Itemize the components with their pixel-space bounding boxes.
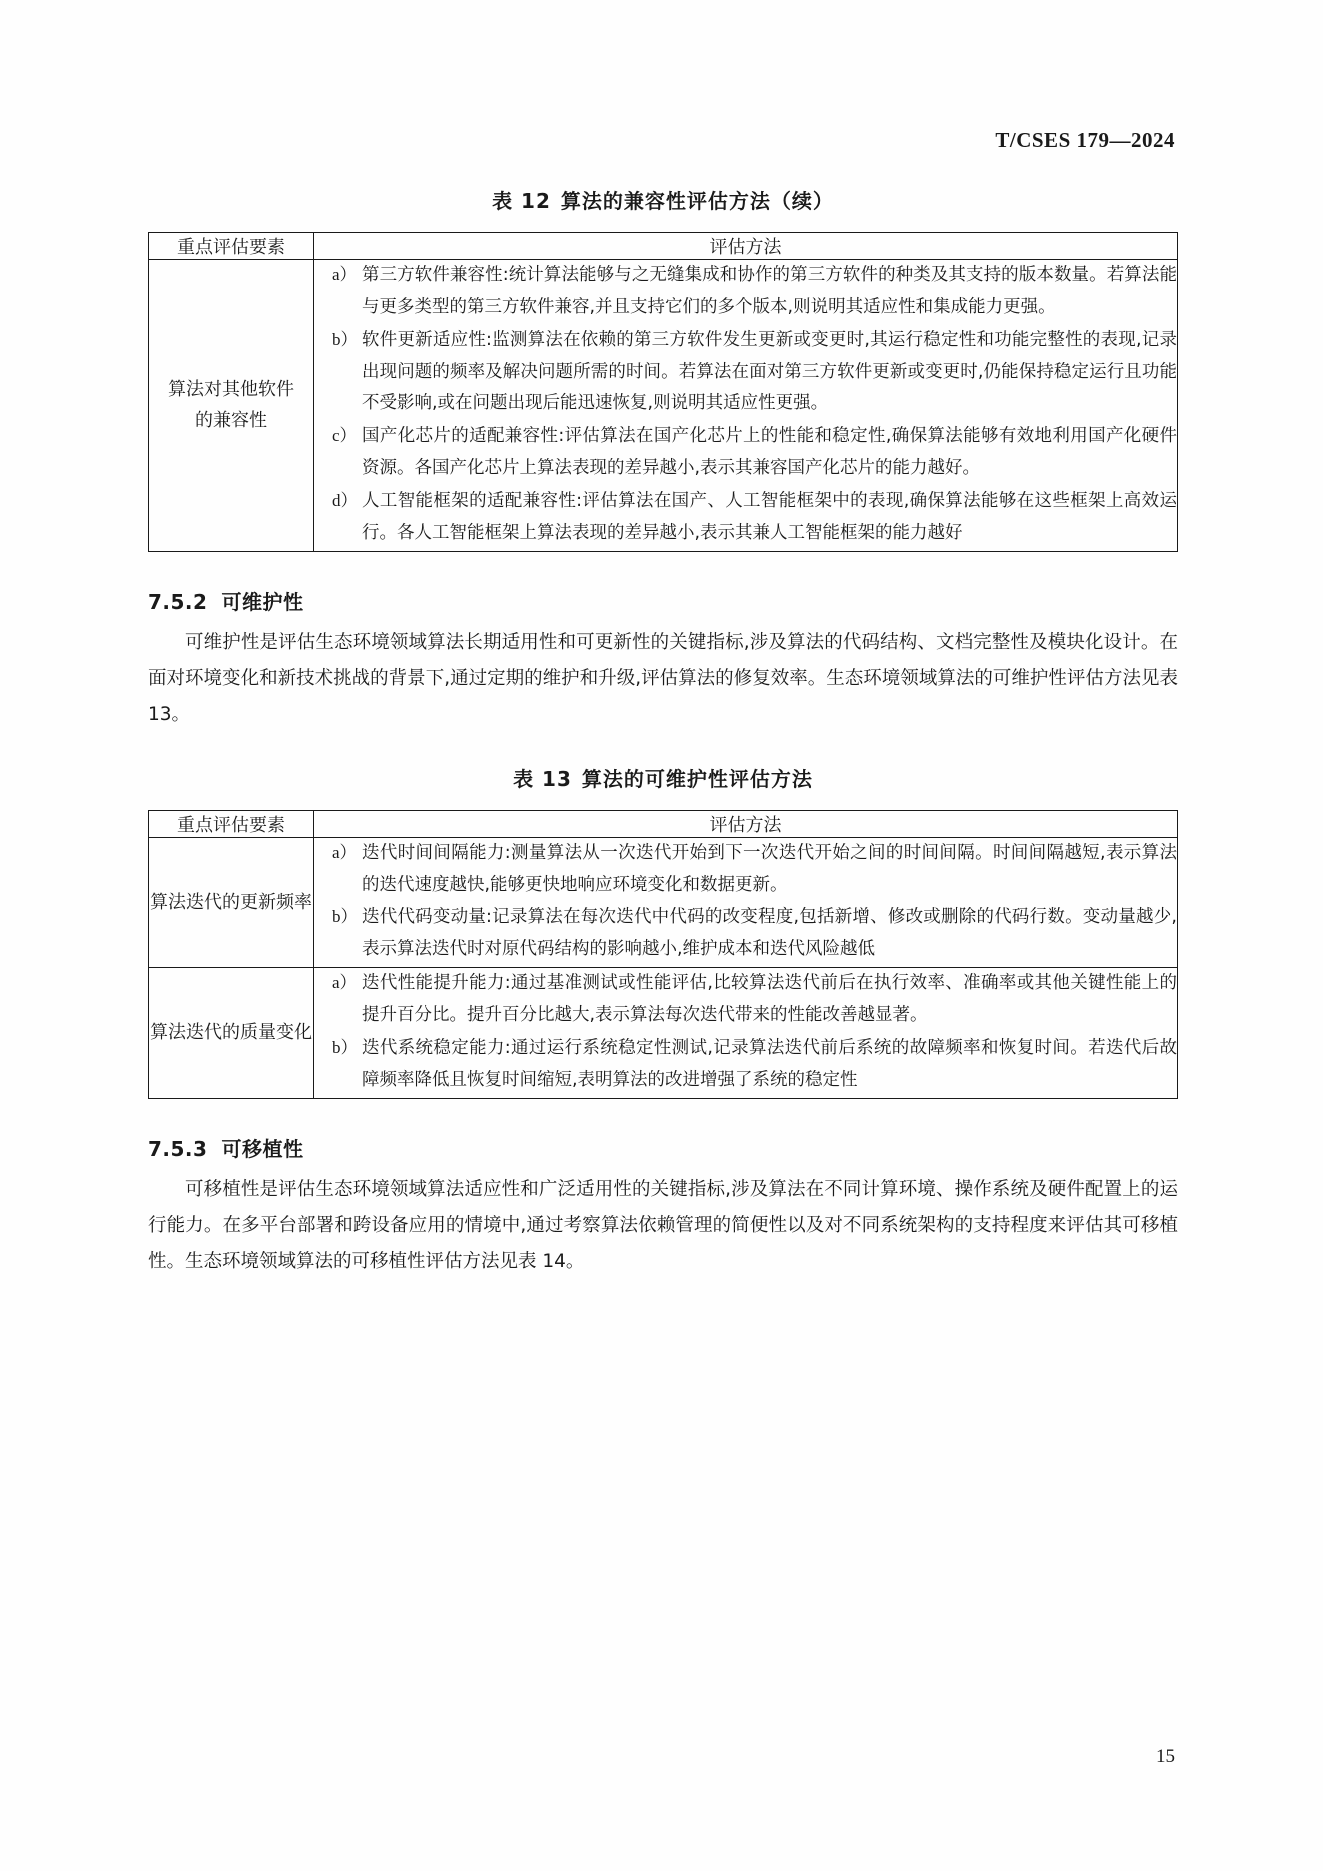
section-paragraph-752: 可维护性是评估生态环境领域算法长期适用性和可更新性的关键指标,涉及算法的代码结构、文档完整性及模块化设计。在面对环境变化和新技术挑战的背景下,通过定期的维护和升级,评估算法的修复效率。生态环境领域算法的可维护性评估方法见表 13。 — [148, 631, 1178, 725]
table-12 — [148, 232, 1178, 552]
table-13-row-0-methods — [314, 837, 1178, 967]
list-item — [314, 968, 1177, 1032]
table-13-row-1-key: 算法迭代的质量变化 — [149, 968, 314, 1098]
list-item-label: a） — [332, 842, 357, 862]
table-12-row-0-key-line1: 算法对其他软件 — [168, 378, 294, 400]
section-heading-753 — [148, 1133, 1178, 1162]
list-item — [314, 486, 1177, 550]
table-13 — [148, 810, 1178, 1099]
list-item — [314, 325, 1177, 421]
table-12-caption-prefix: 表 12 — [492, 189, 551, 213]
list-item — [314, 902, 1177, 966]
list-item-text: 迭代性能提升能力:通过基准测试或性能评估,比较算法迭代前后在执行效率、准确率或其他关键性能上的提升百分比。提升百分比越大,表示算法每次迭代带来的性能改善越显著。 — [362, 973, 1177, 1025]
table-row-header — [149, 810, 1178, 837]
table-13-caption-prefix: 表 13 — [513, 766, 572, 791]
table-12-header-key: 重点评估要素 — [149, 233, 314, 260]
table-13-row-1-methods — [314, 968, 1178, 1098]
list-item-text: 迭代系统稳定能力:通过运行系统稳定性测试,记录算法迭代前后系统的故障频率和恢复时间。若迭代后故障频率降低且恢复时间缩短,表明算法的改进增强了系统的稳定性 — [362, 1037, 1177, 1090]
section-heading-752 — [148, 586, 1178, 615]
list-item-text: 国产化芯片的适配兼容性:评估算法在国产化芯片上的性能和稳定性,确保算法能够有效地利用国产化硬件资源。各国产化芯片上算法表现的差异越小,表示其兼容国产化芯片的能力越好。 — [362, 426, 1177, 479]
list-item-text: 迭代代码变动量:记录算法在每次迭代中代码的改变程度,包括新增、修改或删除的代码行数。变动量越少,表示算法迭代时对原代码结构的影响越小,维护成本和迭代风险越低 — [362, 907, 1177, 960]
list-item-label: a） — [332, 265, 357, 284]
list-item — [314, 838, 1177, 902]
table-13-caption — [148, 763, 1178, 792]
section-paragraph-753: 可移植性是评估生态环境领域算法适应性和广泛适用性的关键指标,涉及算法在不同计算环境、操作系统及硬件配置上的运行能力。在多平台部署和跨设备应用的情境中,通过考察算法依赖管理的简便性以及对不同系统架构的支持程度来评估其可移植性。生态环境领域算法的可移植性评估方法见表 14。 — [148, 1178, 1178, 1272]
page-content — [148, 185, 1178, 1286]
list-item-label: b） — [332, 1037, 358, 1057]
table-12-header-method: 评估方法 — [314, 233, 1178, 260]
section-title-753: 可移植性 — [221, 1136, 304, 1161]
table-row — [149, 837, 1178, 967]
table-13-header-method: 评估方法 — [314, 810, 1178, 837]
page-number: 15 — [1156, 1746, 1175, 1767]
table-row — [149, 968, 1178, 1098]
table-12-row-0-methods — [314, 260, 1178, 552]
page-header-standard-id: T/CSES 179—2024 — [995, 128, 1175, 152]
list-item-text: 第三方软件兼容性:统计算法能够与之无缝集成和协作的第三方软件的种类及其支持的版本数量。若算法能与更多类型的第三方软件兼容,并且支持它们的多个版本,则说明其适应性和集成能力更强。 — [362, 265, 1177, 317]
list-item-text: 人工智能框架的适配兼容性:评估算法在国产、人工智能框架中的表现,确保算法能够在这些框架上高效运行。各人工智能框架上算法表现的差异越小,表示其兼人工智能框架的能力越好 — [362, 490, 1177, 543]
section-number-753: 7.5.3 — [148, 1136, 208, 1161]
list-item-label: d） — [332, 490, 358, 510]
list-item-label: c） — [332, 426, 357, 446]
table-12-caption — [148, 185, 1178, 214]
table-12-row-0-key-line2: 的兼容性 — [195, 410, 267, 432]
list-item-text: 软件更新适应性:监测算法在依赖的第三方软件发生更新或变更时,其运行稳定性和功能完整性的表现,记录出现问题的频率及解决问题所需的时间。若算法在面对第三方软件更新或变更时,仍能保持稳定运行且功能不受影响,或在问题出现后能迅速恢复,则说明其适应性更强。 — [362, 329, 1177, 414]
table-13-header-key: 重点评估要素 — [149, 810, 314, 837]
list-item — [314, 1033, 1177, 1097]
list-item-text: 迭代时间间隔能力:测量算法从一次迭代开始到下一次迭代开始之间的时间间隔。时间间隔越短,表示算法的迭代速度越快,能够更快地响应环境变化和数据更新。 — [362, 842, 1177, 895]
list-item-label: b） — [332, 907, 358, 927]
list-item — [314, 421, 1177, 485]
table-row — [149, 260, 1178, 552]
section-title-752: 可维护性 — [221, 589, 304, 614]
section-number-752: 7.5.2 — [148, 589, 208, 614]
table-13-row-0-key: 算法迭代的更新频率 — [149, 837, 314, 967]
list-item-label: b） — [332, 329, 358, 349]
table-12-caption-title: 算法的兼容性评估方法（续） — [560, 189, 834, 213]
list-item — [314, 260, 1177, 324]
list-item-label: a） — [332, 973, 357, 993]
table-row-header — [149, 233, 1178, 260]
table-12-row-0-key — [149, 260, 314, 552]
table-13-caption-title: 算法的可维护性评估方法 — [581, 766, 813, 791]
